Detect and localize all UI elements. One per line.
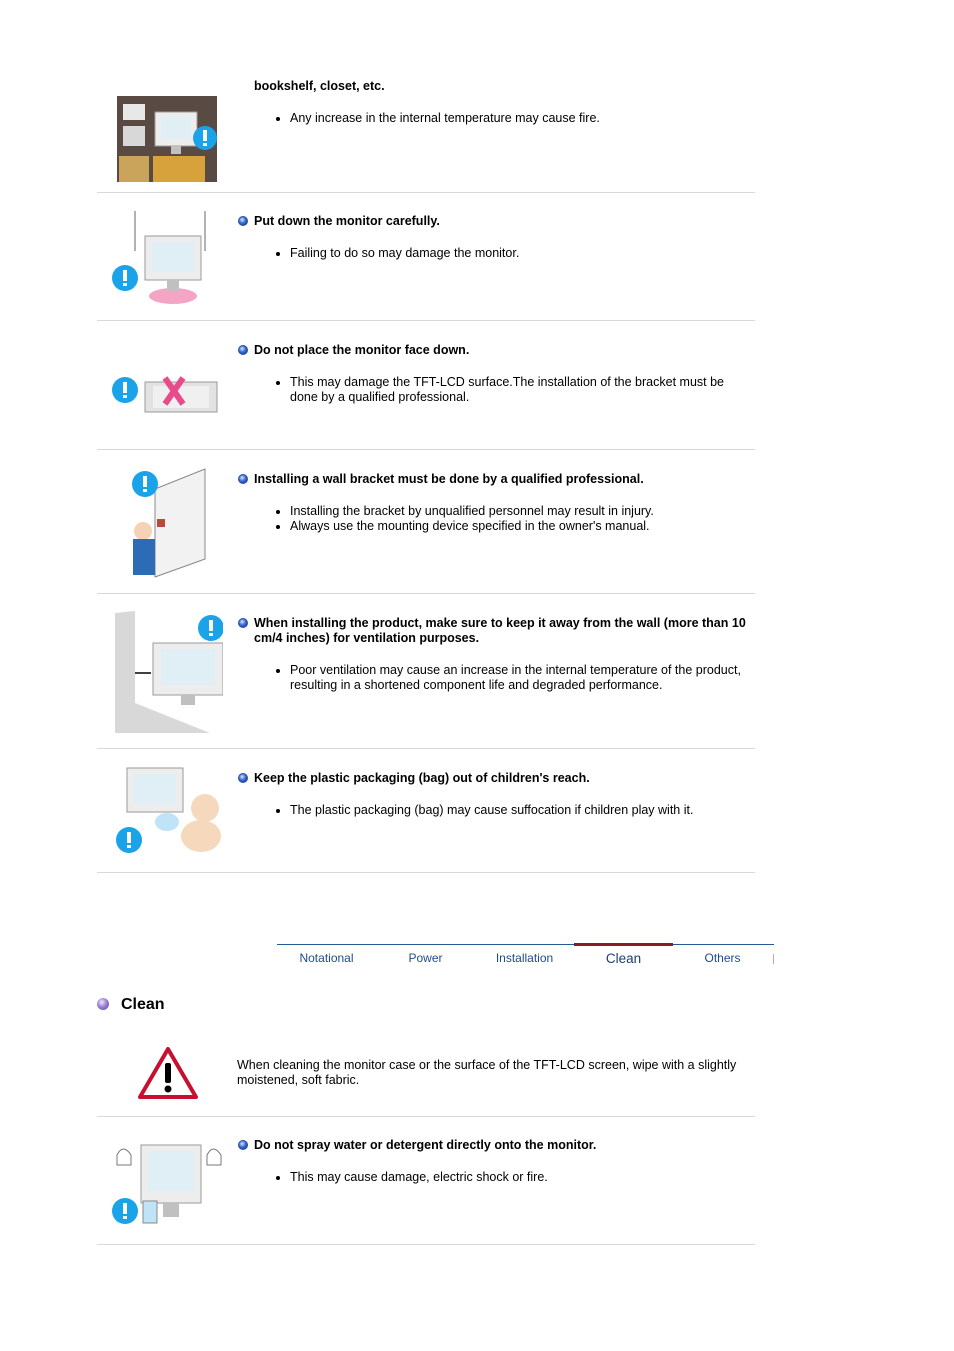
safety-section-put-down — [97, 193, 755, 321]
section-heading — [237, 1138, 755, 1153]
tab-notational[interactable]: Notational — [299, 951, 354, 965]
tab-installation[interactable]: Installation — [495, 951, 554, 965]
section-heading-text: Do not spray water or detergent directly onto the monitor. — [254, 1138, 597, 1152]
tab-divider — [773, 954, 774, 964]
tab-power[interactable]: Power — [408, 951, 443, 965]
bullet-list — [237, 246, 755, 261]
bullet-item: • This may damage the TFT-LCD surface.The installation of the bracket must be done by a qualified professional. — [290, 375, 755, 404]
section-heading-text: Do not place the monitor face down. — [254, 343, 470, 357]
section-heading-text: Installing a wall bracket must be done by a qualified professional. — [254, 472, 644, 486]
bullet-list — [237, 504, 755, 533]
safety-section-no-spray — [97, 1117, 755, 1245]
bullet-list — [237, 803, 755, 818]
monitor-wall-distance-illustration — [105, 603, 223, 733]
blue-bullet-icon — [238, 618, 248, 628]
bullet-list — [237, 111, 755, 126]
child-plastic-bag-illustration — [105, 758, 223, 862]
clean-intro-text: When cleaning the monitor case or the surface of the TFT-LCD screen, wipe with a slightly moistened, soft fabric. — [237, 1058, 737, 1087]
monitor-spray-illustration — [105, 1125, 235, 1235]
clean-title-text: Clean — [121, 996, 165, 1013]
section-heading — [237, 343, 755, 358]
monitor-face-down-illustration — [105, 330, 223, 440]
section-heading-text: Put down the monitor carefully. — [254, 214, 440, 228]
section-heading-text: Keep the plastic packaging (bag) out of children's reach. — [254, 771, 590, 785]
blue-bullet-icon — [238, 216, 248, 226]
tab-others[interactable]: Others — [704, 951, 741, 965]
bookshelf-monitor-illustration — [105, 76, 223, 184]
wall-bracket-installer-illustration — [105, 459, 223, 583]
section-heading — [237, 472, 755, 487]
bullet-list — [237, 375, 755, 404]
bullet-item: • Poor ventilation may cause an increase in the internal temperature of the product, resulting in a shortened component life and degraded performance. — [290, 663, 755, 692]
section-heading-text: When installing the product, make sure to keep it away from the wall (more than 10 cm/4 inches) for ventilation purposes. — [254, 616, 746, 645]
bullet-item: • Any increase in the internal temperature may cause fire. — [290, 111, 755, 126]
safety-section-face-down — [97, 322, 755, 450]
bullet-item: • Installing the bracket by unqualified personnel may result in injury. — [290, 504, 755, 519]
bullet-item: • The plastic packaging (bag) may cause suffocation if children play with it. — [290, 803, 755, 818]
safety-section-bookshelf — [97, 68, 755, 193]
bullet-list — [237, 663, 755, 692]
safety-section-wall-bracket — [97, 451, 755, 594]
safety-section-ventilation — [97, 595, 755, 749]
section-heading — [237, 214, 755, 229]
section-heading — [237, 771, 755, 786]
section-heading — [237, 616, 755, 646]
blue-bullet-icon — [238, 1140, 248, 1150]
clean-section-title — [97, 995, 165, 1015]
bullet-item: • This may cause damage, electric shock or fire. — [290, 1170, 755, 1185]
warning-triangle-icon — [137, 1046, 199, 1100]
blue-bullet-icon — [238, 474, 248, 484]
monitor-drop-illustration — [105, 201, 223, 311]
section-tabs — [277, 944, 774, 971]
clean-intro-section — [97, 1040, 755, 1117]
section-heading: bookshelf, closet, etc. — [254, 79, 385, 93]
blue-bullet-icon — [238, 345, 248, 355]
bullet-item: • Failing to do so may damage the monitor. — [290, 246, 755, 261]
tab-clean[interactable]: Clean — [574, 943, 673, 972]
purple-bullet-icon — [97, 998, 109, 1010]
blue-bullet-icon — [238, 773, 248, 783]
bullet-item: • Always use the mounting device specified in the owner's manual. — [290, 519, 755, 534]
safety-section-plastic-bag — [97, 750, 755, 873]
bullet-list — [237, 1170, 755, 1185]
